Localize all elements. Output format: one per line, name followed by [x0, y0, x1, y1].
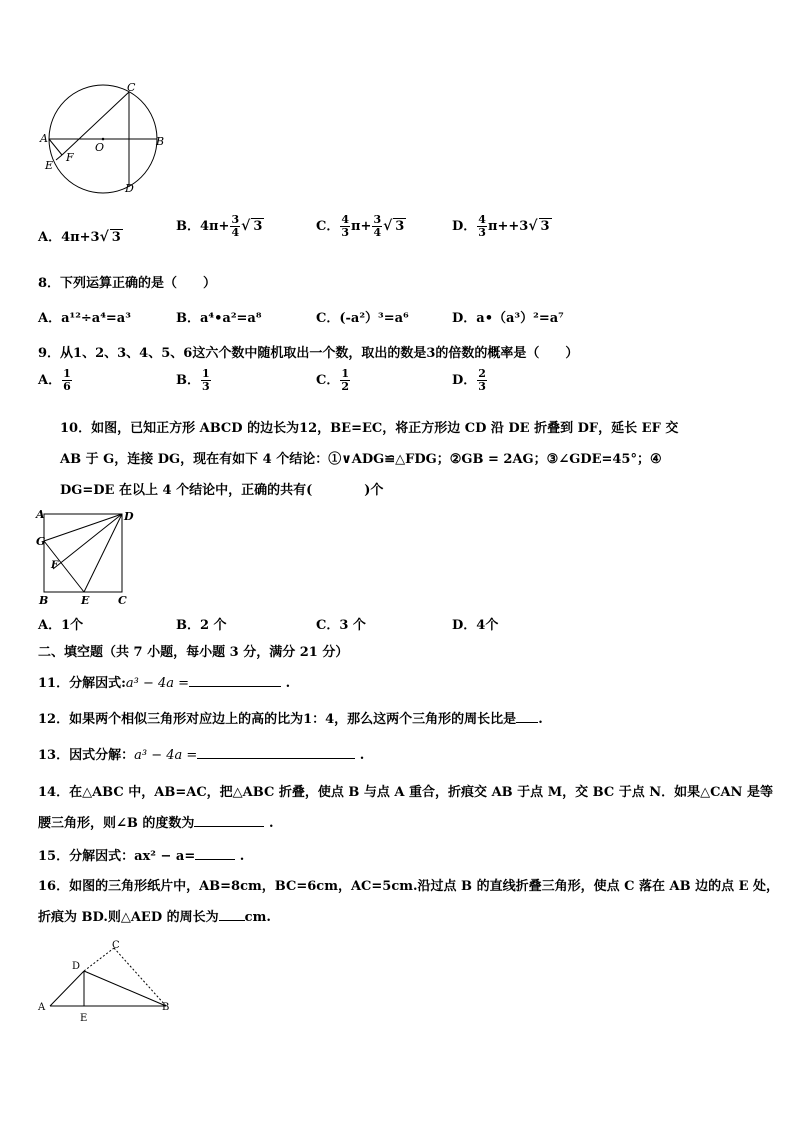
label-C: C — [127, 81, 136, 94]
q13-answer-blank[interactable] — [197, 758, 355, 759]
triangle-figure — [34, 936, 184, 1028]
q10-option-c[interactable]: C．3 个 — [316, 618, 366, 633]
label-G: G — [36, 535, 46, 548]
q9-stem: 9．从1、2、3、4、5、6这六个数中随机取出一个数，取出的数是3的倍数的概率是（ ） — [38, 346, 579, 361]
q10-option-d[interactable]: D．4个 — [452, 618, 499, 633]
q16-line-2: 折痕为 BD.则△AED 的周长为 cm. — [38, 910, 271, 925]
label-B: B — [39, 594, 49, 606]
q9-option-c[interactable]: C． $\frac{1}{2}$ — [316, 367, 350, 393]
q12-answer-blank[interactable] — [516, 722, 538, 723]
label-A: A — [36, 508, 45, 521]
label-B: B — [156, 135, 165, 148]
q8-option-c[interactable]: C．(-a²）³=a⁶ — [316, 311, 409, 326]
label-B: B — [162, 1002, 170, 1013]
q15-answer-blank[interactable] — [195, 859, 235, 860]
q10-option-a[interactable]: A．1个 — [38, 618, 84, 633]
q10-option-b[interactable]: B．2 个 — [176, 618, 227, 633]
label-A: A — [40, 132, 48, 145]
label-C: C — [112, 940, 120, 951]
label-F: F — [51, 560, 59, 571]
label-O: O — [95, 141, 105, 154]
q15: 15．分解因式：ax² − a= . — [38, 849, 245, 864]
q7-option-d[interactable]: D． $\frac{4}{3}$ π++3√ 3 — [452, 213, 550, 239]
section-2-heading: 二、填空题（共 7 小题，每小题 3 分，满分 21 分） — [38, 645, 349, 660]
square-figure — [34, 506, 144, 606]
q16-answer-blank[interactable] — [219, 920, 245, 921]
q8-option-b[interactable]: B．a⁴•a²=a⁸ — [176, 311, 262, 326]
q10-line-1: 10．如图，已知正方形 ABCD 的边长为12，BE=EC，将正方形边 CD 沿 DE 折叠到 DF，延长 EF 交 — [60, 421, 679, 436]
q10-line-3: DG=DE 在以上 4 个结论中，正确的共有( )个 — [60, 483, 384, 498]
label-C: C — [118, 594, 127, 606]
q14-line-1: 14．在△ABC 中，AB=AC，把△ABC 折叠，使点 B 与点 A 重合，折痕交 AB 于点 M，交 BC 于点 N．如果△CAN 是等 — [38, 785, 773, 800]
circle-figure — [36, 80, 176, 198]
label-F: F — [66, 151, 74, 164]
q8-option-d[interactable]: D．a•（a³）²=a⁷ — [452, 311, 564, 326]
q11-answer-blank[interactable] — [189, 686, 281, 687]
q9-option-b[interactable]: B． $\frac{1}{3}$ — [176, 367, 210, 393]
q14-answer-blank[interactable] — [194, 826, 264, 827]
q9-option-a[interactable]: A． $\frac{1}{6}$ — [38, 367, 71, 393]
label-E: E — [80, 1013, 88, 1024]
q14-line-2: 腰三角形，则∠B 的度数为 . — [38, 816, 274, 831]
q9-option-d[interactable]: D． $\frac{2}{3}$ — [452, 367, 486, 393]
label-A: A — [38, 1002, 46, 1013]
q7-option-a[interactable]: A．4π+3√ 3 — [38, 229, 121, 245]
q12: 12．如果两个相似三角形对应边上的高的比为1：4，那么这两个三角形的周长比是 . — [38, 712, 543, 727]
label-E: E — [81, 594, 90, 606]
q8-option-a[interactable]: A．a¹²÷a⁴=a³ — [38, 311, 131, 326]
q11: 11．分解因式:a³ − 4a = . — [38, 676, 291, 691]
label-D: D — [72, 961, 81, 972]
q10-line-2: AB 于 G，连接 DG，现在有如下 4 个结论：①∨ADG≌△FDG；②GB = 2AG；③∠GDE=45°；④ — [60, 452, 662, 467]
label-D: D — [124, 510, 134, 523]
q16-line-1: 16．如图的三角形纸片中，AB=8cm，BC=6cm，AC=5cm.沿过点 B 的直线折叠三角形，使点 C 落在 AB 边的点 E 处， — [38, 879, 780, 894]
q13: 13．因式分解：a³ − 4a = . — [38, 748, 365, 763]
q7-option-b[interactable]: B．4π+ $\frac{3}{4}$ √ 3 — [176, 213, 263, 239]
q7-option-c[interactable]: C． $\frac{4}{3}$ π+ $\frac{3}{4}$ √ 3 — [316, 213, 405, 239]
label-D: D — [125, 182, 134, 195]
label-E: E — [45, 159, 54, 172]
q8-stem: 8．下列运算正确的是（ ） — [38, 276, 217, 291]
